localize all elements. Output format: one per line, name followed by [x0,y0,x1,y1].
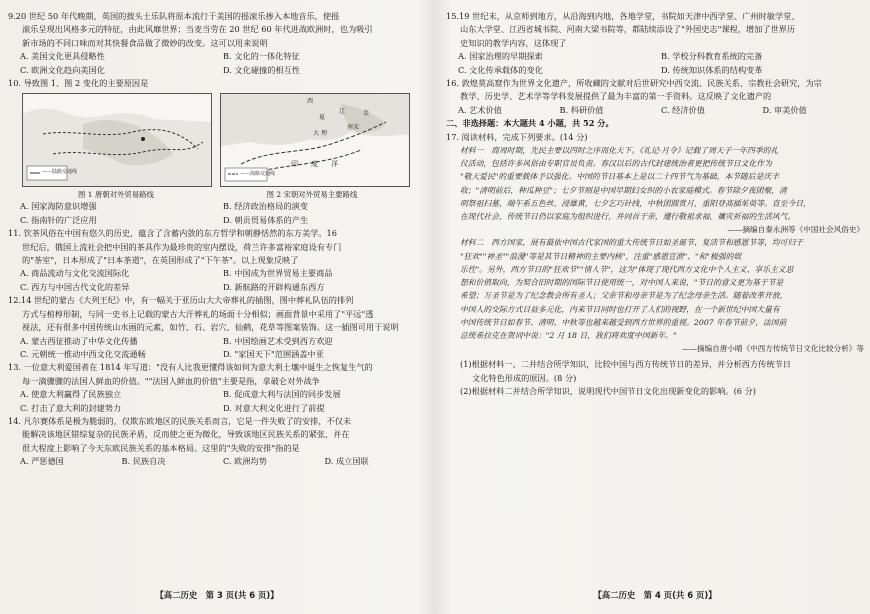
q15-line-2: 山东大学堂、江西省城书院、河南大梁书院等，都陆续添设了"外国史志"课程，增加了世界历 [460,24,796,35]
map2-label-song: 宋 [353,124,360,132]
q10-option-c: C. 指南针的广泛应用 [20,214,97,225]
question-15 [446,10,864,77]
question-10 [8,77,426,227]
q11-option-a: A. 商品流动与文化交流国际化 [20,268,130,279]
material-2-line-3: 乐性"。另外，西方节日的"狂欢节""情人节"，这为"体现了现代西方文化中个人主义、享乐主义思 [460,264,794,274]
material-2-line-4: 想和价值取向，为契合旧时期的国际节日使用统一，对中国人来说，"节日的意义更为基于节是 [460,278,784,288]
material-2-line-7: 中国传统节日如春节、清明、中秋等也越来越受到西方世界的重视。2007 年春节前夕，法国前 [460,317,787,327]
q11-line-3: 的"茶室"，日本形成了"日本茶道"，在英国形成了"下午茶"。以上现象反映了 [22,255,299,266]
q16-option-d: D. 审美价值 [762,104,807,115]
question-16 [446,77,864,117]
q16-option-b: B. 科研价值 [559,104,604,115]
q12-line-3: 视法，还有很多中国传统山水画的元素，如竹、石、岩穴、仙鹤，花草等图案装饰。这一插图可用于说明 [22,322,399,333]
q14-option-d: D. 成立国联 [324,456,369,467]
q10-option-d: D. 朝贡贸易体系的产生 [223,214,309,225]
page-4 [446,10,864,606]
task-1-line-1: (1)根据材料一、二并结合所学知识，比较中国与西方传统节日的差异，并分析西方传统节日 [460,359,791,370]
material-1-line-2: 仪活动，包括许多风俗由专职官员负责。春汉以后的古代封建统治者更把传统节日文化作为 [460,159,772,169]
map2-label-jin: 金 [363,110,370,118]
question-11 [8,227,426,294]
map2-label-yin: 印 [291,160,298,169]
question-9 [8,10,426,77]
task-2: (2)根据材料二并结合所学知识，说明现代中国节日文化出现新变化的影响。(6 分) [460,386,756,397]
q13-option-b: B. 促成意大利与法国的同步发展 [223,389,341,400]
q11-option-c: C. 西方与中国古代文化的差异 [20,281,130,292]
q9-option-a: A. 美国文化更具侵略性 [20,51,105,62]
map2-label-du: 度 [311,160,318,169]
page-3 [8,10,426,606]
q13-option-a: A. 使意大利赢得了民族独立 [20,389,122,400]
q16-option-c: C. 经济价值 [661,104,705,115]
material-2 [446,236,864,355]
map2-caption: 图 2 宋朝对外贸易主要路线 [266,190,358,200]
material-2-line-6: 中国人的交际方式日益多元化，内来节日同时也打开了人们的视野，在一个新世纪中国大量有 [460,304,780,314]
q14-line-3: 很大程度上影响了今天东欧民族关系的基本格局。这里的"失败的安排"指的是 [22,442,300,453]
q9-line-3: 新市场的不同口味而对其快餐食品做了微妙的改变。这可以用来说明 [22,37,268,48]
q14-option-a: A. 严惩德国 [20,456,64,467]
material-2-line-5: 希望；万圣节是为了纪念教会所有圣人；父亲节和母亲节是为了纪念母亲生活。随着改革开放， [460,291,788,301]
q14-option-b: B. 民族自决 [121,456,166,467]
q9-option-c: C. 欧洲文化趋向美国化 [20,64,105,75]
question-13 [8,361,426,415]
q14-line-2: 能解决该地区错综复杂的民族矛盾，反而使之更为微化，导致该地区民族关系的紧张，并在 [22,429,350,440]
q14-line-1: 14. 凡尔赛体系是极为脆弱的，仅欺东欧地区的民族关系而言，它是一件失败了的安排，不仅未 [8,415,352,426]
q15-option-d: D. 传统知识体系的结构变革 [661,64,763,75]
map2-label-xi: 西 [307,98,314,106]
question-17 [446,131,864,399]
q12-option-d: D. "家国天下"范围涵盖中亚 [223,348,324,359]
map2-label-yang: 洋 [331,160,338,169]
q13-option-c: C. 打击了意大利的封建势力 [20,402,122,413]
map1-legend: ——陆路交通线 [42,169,78,176]
q10-stem: 10. 导致图 1、图 2 变化的主要原因是 [8,78,149,89]
q12-option-b: B. 中国绘画艺术受到西方欢迎 [223,335,333,346]
q10-option-a: A. 国家海防意识增强 [20,201,97,212]
q10-option-b: B. 经济政治格局的演变 [223,201,308,212]
q15-option-c: C. 文化传承载体的变化 [458,64,543,75]
map2-label-nan: 南 [347,124,354,132]
q16-line-2: 教学、历史学、艺术学等学科发展提供了最为丰富的第一手资料。这反映了文化遗产的 [460,91,772,102]
q13-line-2: 每一滴骤骤的法国人鲜血的价值。""法国人鲜血的价值"主要是指，拿破仑对外战争 [22,375,320,386]
page-4-footer: 【高二历史 第 4 页(共 6 页)】 [593,589,717,600]
material-1-line-4: 收；"清明前后，种瓜种豆"；七夕节则是中国早期妇女织的小农家庭模式。春节除夕夜团聚，清 [460,185,787,195]
q17-stem: 17. 阅读材料，完成下列要求。(14 分) [446,131,588,142]
q16-line-1: 16. 敦煌莫高窟作为世界文化遗产，所收藏的文献对后世研究中西交流、民族关系、宗教社会研究，为宗 [446,78,822,89]
map2-label-xia: 夏 [319,114,326,122]
material-1-line-6: 在现代社会，传统节日仍以家庭为组织进行，并同首于亲，遵行敬祖求福，禳灾祈福的生活风气。 [460,212,796,222]
q13-line-1: 13. 一位意大利爱国者在 1814 年写道："没有人比我更懂得该如何为意大利土壤中诞生之恢复生气的 [8,362,373,373]
q11-option-b: B. 中国成为世界贸易主要商品 [223,268,333,279]
q12-option-c: C. 元朝统一推动中西文化交流通畅 [20,348,146,359]
material-1 [446,144,864,236]
map-song-trade-routes [220,93,410,187]
q15-option-a: A. 国家治理的早期探索 [458,51,543,62]
material-1-source: ——摘编自秦永洲等《中国社会风俗史》 [727,225,864,235]
q9-line-2: 滚乐呈现出风格多元的特征，由此风靡世界；当麦当劳在 20 世纪 60 年代进战欧洲时，也为吸引 [22,24,373,35]
q11-option-d: D. 新航路的开辟构通东西方 [223,281,325,292]
q15-option-b: B. 学校分科教育系统的完备 [661,51,763,62]
task-1-line-2: 文化特色形成的原因。(8 分) [472,372,577,383]
section-2-heading: 二、非选择题：本大题共 4 小题，共 52 分。 [446,118,614,129]
map2-label-liao: 辽 [339,108,346,116]
q15-line-1: 15.19 世纪末，从京师到地方，从沿海到内地，各地学堂，书院如天津中西学堂、广州时敏学堂、 [446,11,800,21]
question-12 [8,294,426,361]
q9-option-b: B. 文化的一体化特征 [223,51,300,62]
q12-line-1: 12.14 世纪的蒙古《大列王纪》中，有一幅关于亚历山大大帝葬礼的插图，图中葬礼队伍的排列 [8,295,354,306]
map-tang-trade-routes [22,93,212,187]
material-2-line-2: "狂欢""神圣""浪漫"等是其节日精神的主要内核"，注重"感恩宣泄"、"和"极强的娱 [460,251,742,261]
map2-legend: ——海路交通线 [240,171,276,178]
q9-option-d: D. 文化碰撞的相互性 [223,64,300,75]
map1-caption: 图 1 唐朝对外贸易路线 [78,190,154,200]
material-1-line-3: "敬天爱民"的重要载体予以强化。中国的节日基本上是以二十四节气为基础，本节随后是庆丰 [460,172,780,182]
question-14 [8,415,426,469]
q14-option-c: C. 欧洲均势 [223,456,267,467]
q16-option-a: A. 艺术价值 [458,104,502,115]
material-2-source: ——摘编自唐小晴《中西方传统节日文化比较分析》等 [681,344,864,354]
map2-label-li: 理 [321,130,328,138]
material-2-line-1: 材料二 西方国家，展有最依中国古代家国的重大传统节日如圣诞节、复活节和感恩节等，均可归于 [460,238,804,248]
material-1-line-1: 材料一 商周时期，先民主要以四时之序而化天下。《礼记·月令》记载了周天子一年四季的礼 [460,146,779,156]
q12-option-a: A. 蒙古西征推动了中华文化传播 [20,335,138,346]
map2-label-da: 大 [313,130,320,138]
page-3-footer: 【高二历史 第 3 页(共 6 页)】 [155,589,279,600]
q15-line-3: 史知识的教学内容，这体现了 [460,37,567,48]
q11-line-2: 世纪后，俄国上流社会把中国的茶具作为最珍贵的室内摆设，荷兰许多富裕家庭设有专门 [22,241,342,252]
q9-line-1: 9.20 世纪 50 年代晚期，英国的披头士乐队将原本流行于美国的摇滚乐掺入本地音乐，使摇 [8,11,340,21]
material-2-line-8: 总统希拉克在贺词中说："2 月 18 日，我们将欢度中国新年。" [460,330,677,340]
q11-line-1: 11. 饮茶风俗在中国有悠久的历史，蕴含了含蓄内敛的东方哲学和朝静恬然的东方美学。16 [8,228,337,239]
q12-line-2: 方式与棺椁形制，与同一史书上记载的蒙古大汗葬礼的场面十分相似；画面背景中采用了"平远"透 [22,308,374,319]
q13-option-d: D. 对意大利文化进行了前提 [223,402,325,413]
material-1-line-5: 明祭祖扫墓，端午系五色丝、浸雄黄，七夕乞巧针线，中秋团圆赏月，重阳登高插茱萸等。直至今日， [460,198,811,208]
